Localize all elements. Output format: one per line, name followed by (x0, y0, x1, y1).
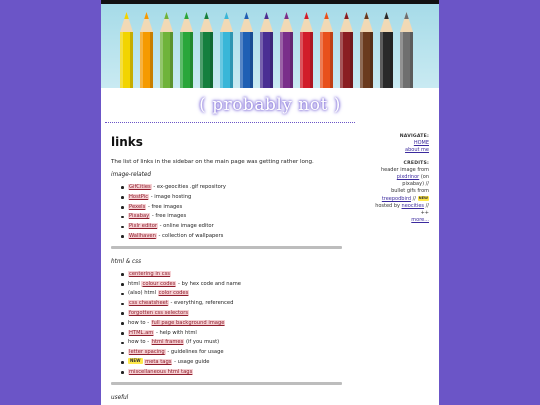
item-description: - image hosting (149, 193, 192, 200)
resource-link[interactable]: css cheatsheet (129, 300, 168, 307)
item-description: - help with html (154, 329, 197, 336)
list-item (121, 270, 347, 280)
resource-link[interactable]: forgotten css selectors (129, 309, 189, 316)
pencil-2 (139, 10, 154, 88)
resource-link[interactable]: color codes (158, 290, 189, 297)
header-pencils-image (101, 4, 439, 88)
resource-link[interactable]: full page background image (151, 319, 225, 326)
pencil-6 (219, 10, 234, 88)
pencil-10 (299, 10, 314, 88)
list-item (121, 232, 347, 242)
pencil-8 (259, 10, 274, 88)
link-sections (111, 172, 347, 401)
list-item (121, 183, 347, 193)
page-column (101, 0, 439, 405)
pencil-11 (319, 10, 334, 88)
item-description: - by hex code and name (176, 280, 241, 287)
item-description: - online image editor (158, 223, 214, 230)
resource-link[interactable]: letter spacing (129, 349, 165, 356)
intro-text: The list of links in the sidebar on the main page was getting rather long. (111, 159, 314, 165)
credit-line-2: pixdrinor (on (396, 174, 429, 181)
link-list (121, 270, 347, 378)
list-item (121, 203, 347, 213)
list-item (121, 329, 347, 339)
credit-line-3: pixabay) // (402, 181, 429, 188)
pixdrinor-link[interactable]: pixdrinor (396, 174, 420, 181)
list-item (121, 319, 347, 329)
item-description: - guidelines for usage (165, 349, 224, 356)
more-link[interactable]: more... (411, 217, 429, 224)
site-title: ( probably not ) (199, 95, 341, 115)
link-list (121, 183, 347, 242)
about-me-link[interactable]: about me (405, 147, 429, 154)
new-badge: NEW (418, 195, 428, 200)
list-item (121, 368, 347, 378)
section-divider (111, 246, 342, 249)
section-heading: image-related (111, 172, 152, 178)
item-prefix: how to - (128, 319, 151, 326)
dotted-divider (105, 122, 355, 123)
resource-link[interactable]: centering in css (129, 270, 170, 277)
pencil-3 (159, 10, 174, 88)
list-item (121, 212, 347, 222)
item-description: (if you must) (184, 339, 220, 346)
resource-link[interactable]: HTML.am (129, 329, 154, 336)
home-link[interactable]: HOME (413, 140, 429, 147)
pencil-5 (199, 10, 214, 88)
list-item (121, 280, 347, 290)
section-heading: useful (111, 394, 129, 401)
resource-link[interactable]: html frames (151, 339, 184, 346)
item-prefix: (also) html (128, 290, 158, 297)
credit-line-1: header image from (380, 166, 429, 173)
list-item (121, 309, 347, 319)
item-description: - free images (150, 213, 187, 220)
item-description: - usage guide (172, 358, 210, 365)
title-bar (101, 88, 439, 122)
main-content (111, 133, 347, 405)
pencil-13 (359, 10, 374, 88)
navigate-label: NAVIGATE: (399, 134, 429, 139)
page-heading: links (111, 135, 143, 149)
resource-link[interactable]: Pixlr editor (129, 223, 158, 230)
pencil-9 (279, 10, 294, 88)
item-prefix: html (128, 280, 142, 287)
pencil-14 (379, 10, 394, 88)
resource-link[interactable]: miscellaneous html tags (129, 368, 193, 375)
treepodbird-link[interactable]: treepodbird (381, 195, 411, 202)
list-item (121, 222, 347, 232)
list-item (121, 338, 347, 348)
credit-line-4: bullet gifs from (391, 188, 429, 195)
pencil-4 (179, 10, 194, 88)
credit-line-6: hosted by neocities // (375, 202, 429, 209)
resource-link[interactable]: GifCities (129, 184, 151, 190)
list-item (121, 348, 347, 358)
credits-label: CREDITS: (403, 160, 429, 166)
credit-line-5: treepodbird // NEW (381, 195, 428, 202)
sidebar (361, 133, 429, 224)
list-item (121, 299, 347, 309)
section-divider (111, 382, 342, 385)
resource-link[interactable]: HostPic (129, 193, 149, 200)
pencil-7 (239, 10, 254, 88)
resource-link[interactable]: meta tags (145, 358, 172, 365)
credit-line-7: ++ (420, 210, 429, 217)
pencil-1 (119, 10, 134, 88)
new-badge: NEW (130, 357, 141, 363)
list-item (121, 358, 347, 368)
section-heading: html & css (111, 258, 142, 265)
resource-link[interactable]: Pixabay (129, 213, 150, 220)
list-item (121, 289, 347, 299)
item-description: - free images (146, 203, 183, 210)
pencil-15 (399, 10, 414, 88)
list-item (121, 193, 347, 203)
item-description: - collection of wallpapers (156, 232, 224, 239)
resource-link[interactable]: Wallhaven (129, 232, 156, 239)
neocities-link[interactable]: neocities (401, 202, 425, 209)
item-prefix: how to - (128, 339, 151, 346)
pencil-12 (339, 10, 354, 88)
item-description: - ex-geocities .gif repository (151, 184, 227, 190)
resource-link[interactable]: colour codes (142, 280, 176, 287)
item-description: - everything, referenced (168, 300, 234, 307)
resource-link[interactable]: Pexels (129, 203, 146, 210)
